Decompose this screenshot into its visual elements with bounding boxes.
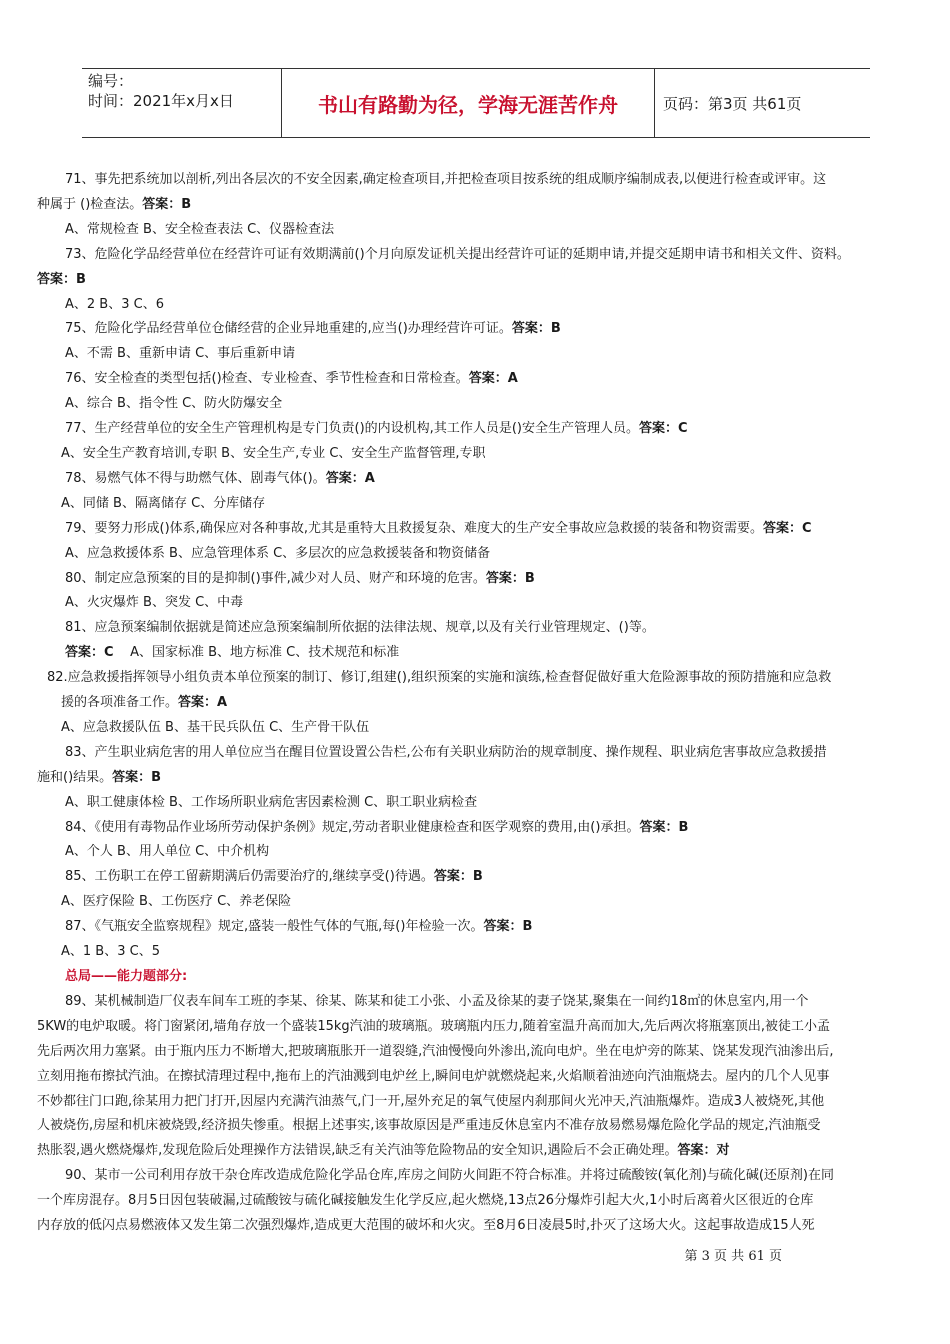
answer-label: 答案：B bbox=[511, 321, 561, 337]
line-text: 内存放的低闪点易燃液体又发生第二次强烈爆炸,造成更大范围的破坏和火灾。至8月6日凌晨5时,扑灭了这场大火。这起事故造成15人死 bbox=[37, 1218, 815, 1234]
line-text: A、2 B、3 C、6 bbox=[65, 296, 164, 312]
page-header bbox=[82, 68, 870, 138]
line-text: 78、易燃气体不得与助燃气体、剧毒气体()。 bbox=[65, 470, 326, 486]
text-line bbox=[37, 1214, 917, 1239]
line-text: 77、生产经营单位的安全生产管理机构是专门负责()的内设机构,其工作人员是()安全生产管理人员。 bbox=[65, 421, 639, 437]
answer-label: 答案：B bbox=[37, 271, 86, 287]
text-line bbox=[37, 890, 917, 915]
line-text: 73、危险化学品经营单位在经营许可证有效期满前()个月向原发证机关提出经营许可证的延期申请,并提交延期申请书和相关文件、资料。 bbox=[65, 246, 850, 262]
text-line bbox=[37, 990, 917, 1015]
answer-label: 答案：A bbox=[468, 371, 518, 387]
line-text: 总局——能力题部分: bbox=[65, 969, 188, 984]
line-text: 不妙都往门口跑,徐某用力把门打开,因屋内充满汽油蒸气,门一开,屋外充足的氧气使屋内刹那间火光冲天,汽油瓶爆炸。造成3人被烧死,其他 bbox=[37, 1093, 825, 1109]
text-line bbox=[37, 317, 917, 342]
line-text: A、国家标准 B、地方标准 C、技术规范和标准 bbox=[130, 645, 400, 661]
text-line bbox=[37, 193, 917, 218]
line-text: A、个人 B、用人单位 C、中介机构 bbox=[65, 844, 270, 860]
line-text: 82.应急救援指挥领导小组负责本单位预案的制订、修订,组建(),组织预案的实施和演练,检查督促做好重大危险源事故的预防措施和应急救 bbox=[47, 670, 832, 686]
answer-label: 答案：对 bbox=[677, 1143, 730, 1159]
text-line bbox=[37, 392, 917, 417]
text-line bbox=[37, 791, 917, 816]
line-text: 人被烧伤,房屋和机床被烧毁,经济损失惨重。根据上述事实,该事故原因是严重违反休息室内不准存放易燃易爆危险化学品的规定,汽油瓶受 bbox=[37, 1118, 821, 1134]
answer-label: 答案：B bbox=[112, 769, 162, 785]
answer-label: 答案：C bbox=[65, 645, 114, 661]
line-text: 立刻用拖布擦拭汽油。在擦拭清理过程中,拖布上的汽油溅到电炉丝上,瞬间电炉就燃烧起来,火焰顺着油迹向汽油瓶烧去。屋内的几个人见事 bbox=[37, 1068, 830, 1084]
text-line bbox=[37, 865, 917, 890]
line-text: A、常规检查 B、安全检查表法 C、仪器检查法 bbox=[65, 221, 335, 237]
text-line bbox=[37, 840, 917, 865]
line-text: 89、某机械制造厂仪表车间车工班的李某、徐某、陈某和徒工小张、小孟及徐某的妻子饶某,聚集在一间约18㎡的休息室内,用一个 bbox=[65, 993, 809, 1009]
text-line bbox=[37, 1164, 917, 1189]
line-text: A、1 B、3 C、5 bbox=[61, 944, 160, 960]
text-line bbox=[37, 467, 917, 492]
text-line bbox=[37, 293, 917, 318]
line-text: 先后两次用力塞紧。由于瓶内压力不断增大,把玻璃瓶胀开一道裂缝,汽油慢慢向外渗出,流向电炉。坐在电炉旁的陈某、饶某发现汽油渗出后, bbox=[37, 1043, 834, 1059]
line-text: 76、安全检查的类型包括()检查、专业检查、季节性检查和日常检查。 bbox=[65, 371, 469, 387]
text-line bbox=[37, 965, 917, 990]
text-line bbox=[37, 417, 917, 442]
text-line bbox=[37, 915, 917, 940]
text-line bbox=[37, 1015, 917, 1040]
line-text: 75、危险化学品经营单位仓储经营的企业异地重建的,应当()办理经营许可证。 bbox=[65, 321, 512, 337]
answer-label: 答案：C bbox=[762, 520, 812, 536]
text-line bbox=[37, 517, 917, 542]
text-line bbox=[37, 940, 917, 965]
text-line bbox=[37, 492, 917, 517]
line-text: A、火灾爆炸 B、突发 C、中毒 bbox=[65, 595, 244, 611]
header-motto: 书山有路勤为径，学海无涯苦作舟 bbox=[282, 69, 655, 137]
line-text: 87、《气瓶安全监察规程》规定,盛装一般性气体的气瓶,每()年检验一次。 bbox=[65, 919, 484, 935]
line-text: 施和()结果。 bbox=[37, 769, 113, 785]
line-text: A、安全生产教育培训,专职 B、安全生产,专业 C、安全生产监督管理,专职 bbox=[61, 445, 486, 461]
header-meta bbox=[82, 69, 282, 137]
answer-label: 答案：B bbox=[433, 869, 483, 885]
line-text: 83、产生职业病危害的用人单位应当在醒目位置设置公告栏,公布有关职业病防治的规章制度、操作规程、职业病危害事故应急救援措 bbox=[65, 744, 827, 760]
text-line bbox=[37, 218, 917, 243]
text-line bbox=[37, 243, 917, 268]
line-text: 85、工伤职工在停工留薪期满后仍需要治疗的,继续享受()待遇。 bbox=[65, 869, 434, 885]
answer-label: 答案：B bbox=[483, 919, 533, 935]
text-line bbox=[37, 1139, 917, 1164]
answer-label: 答案：B bbox=[639, 819, 689, 835]
code-label: 编号： bbox=[88, 72, 134, 90]
line-text: A、应急救援队伍 B、基干民兵队伍 C、生产骨干队伍 bbox=[61, 719, 370, 735]
text-line bbox=[37, 766, 917, 791]
text-line bbox=[37, 1090, 917, 1115]
text-line bbox=[37, 567, 917, 592]
line-text: 84、《使用有毒物品作业场所劳动保护条例》规定,劳动者职业健康检查和医学观察的费用,由()承担。 bbox=[65, 819, 640, 835]
line-text: 81、应急预案编制依据就是简述应急预案编制所依据的法律法规、规章,以及有关行业管理规定、()等。 bbox=[65, 620, 655, 636]
line-text: 79、要努力形成()体系,确保应对各种事故,尤其是重特大且救援复杂、难度大的生产安全事故应急救援的装备和物资需要。 bbox=[65, 520, 763, 536]
text-line bbox=[37, 342, 917, 367]
line-text: A、医疗保险 B、工伤医疗 C、养老保险 bbox=[61, 894, 292, 910]
text-line bbox=[37, 367, 917, 392]
line-text: 71、事先把系统加以剖析,列出各层次的不安全因素,确定检查项目,并把检查项目按系统的组成顺序编制成表,以便进行检查或评审。这 bbox=[65, 172, 827, 187]
date-text: 时间：2021年x月x日 bbox=[88, 92, 234, 110]
line-text: 热胀裂,遇火燃烧爆炸,发现危险后处理操作方法错误,缺乏有关汽油等危险物品的安全知识,遇险后不会正确处理。 bbox=[37, 1143, 678, 1159]
answer-label: 答案：A bbox=[178, 695, 228, 711]
text-line bbox=[37, 1065, 917, 1090]
line-text: A、应急救援体系 B、应急管理体系 C、多层次的应急救援装备和物资储备 bbox=[65, 545, 491, 561]
line-text: A、综合 B、指令性 C、防火防爆安全 bbox=[65, 396, 283, 412]
line-text: A、同储 B、隔离储存 C、分库储存 bbox=[61, 495, 266, 511]
text-line bbox=[37, 666, 917, 691]
text-line bbox=[37, 641, 917, 666]
line-text: 5KW的电炉取暖。将门窗紧闭,墙角存放一个盛装15kg汽油的玻璃瓶。玻璃瓶内压力,随着室温升高而加大,先后两次将瓶塞顶出,被徒工小孟 bbox=[37, 1018, 831, 1034]
text-line bbox=[37, 1114, 917, 1139]
line-text: 90、某市一公司利用存放干杂仓库改造成危险化学品仓库,库房之间防火间距不符合标准。并将过硫酸铵(氧化剂)与硫化碱(还原剂)在同 bbox=[65, 1168, 834, 1184]
answer-label: 答案：A bbox=[325, 470, 375, 486]
line-text: 一个库房混存。8月5日因包装破漏,过硫酸铵与硫化碱接触发生化学反应,起火燃烧,13点26分爆炸引起大火,1小时后离着火区很近的仓库 bbox=[37, 1193, 814, 1209]
text-line bbox=[37, 616, 917, 641]
document-body bbox=[37, 168, 917, 1239]
text-line bbox=[37, 741, 917, 766]
text-line bbox=[37, 168, 917, 193]
line-text: A、不需 B、重新申请 C、事后重新申请 bbox=[65, 346, 296, 362]
text-line bbox=[37, 1189, 917, 1214]
line-text: 种属于 ()检查法。 bbox=[37, 196, 143, 212]
text-line bbox=[37, 716, 917, 741]
header-page-number: 页码：第3页 共61页 bbox=[663, 94, 802, 113]
text-line bbox=[37, 591, 917, 616]
text-line bbox=[37, 268, 917, 293]
text-line bbox=[37, 816, 917, 841]
line-text: A、职工健康体检 B、工作场所职业病危害因素检测 C、职工职业病检查 bbox=[65, 794, 478, 810]
line-text: 援的各项准备工作。 bbox=[61, 695, 179, 711]
answer-label: 答案：B bbox=[142, 196, 192, 212]
text-line bbox=[37, 542, 917, 567]
text-line bbox=[37, 691, 917, 716]
text-line bbox=[37, 1040, 917, 1065]
line-text: 80、制定应急预案的目的是抑制()事件,减少对人员、财产和环境的危害。 bbox=[65, 570, 486, 586]
answer-label: 答案：C bbox=[638, 421, 688, 437]
answer-label: 答案：B bbox=[485, 570, 535, 586]
text-line bbox=[37, 442, 917, 467]
page-footer: 第 3 页 共 61 页 bbox=[684, 1249, 782, 1264]
